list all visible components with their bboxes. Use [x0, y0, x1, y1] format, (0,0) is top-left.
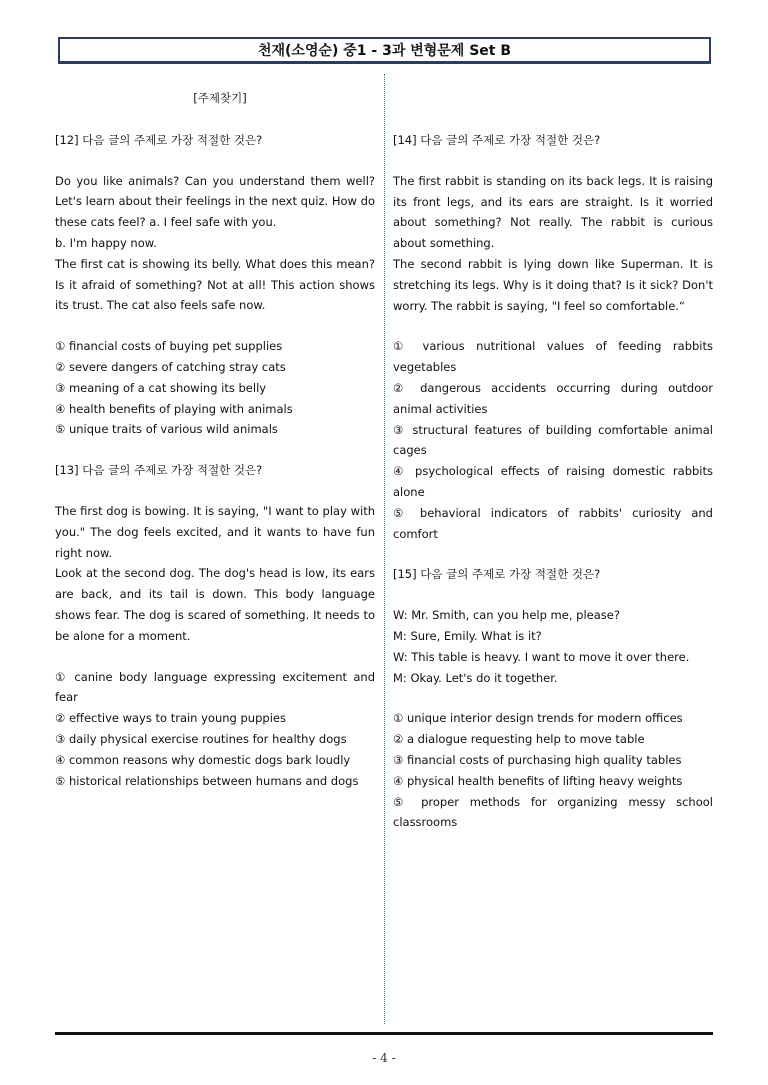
answer-option: ③ structural features of building comfortable animal cages: [393, 422, 713, 458]
answer-option: ② dangerous accidents occurring during outdoor animal activities: [393, 380, 713, 416]
passage-paragraph: The first rabbit is standing on its back legs. It is raising its front legs, and its ears are straight. Is it worried about something? Not really. The rabbit is curious about something.: [393, 173, 713, 251]
answer-option: ④ physical health benefits of lifting heavy weights: [393, 773, 683, 788]
question-14-options: [393, 336, 713, 544]
passage-paragraph: Look at the second dog. The dog's head is low, its ears are back, and its tail is down. This body language shows fear. The dog is scared of something. It needs to be alone for a moment.: [55, 566, 375, 643]
passage-paragraph: The second rabbit is lying down like Superman. It is stretching its legs. Why is it doing that? Is it sick? Don't worry. The rabbit is saying, "I feel so comfortable.“: [393, 256, 713, 313]
question-13-prompt: [13] 다음 글의 주제로 가장 적절한 것은?: [55, 463, 263, 478]
page-title: 천재(소영순) 중1 - 3과 변형문제 Set B: [58, 37, 711, 64]
question-13-options: [55, 667, 375, 792]
page-number: - 4 -: [372, 1051, 396, 1065]
answer-option: ⑤ historical relationships between humans and dogs: [55, 773, 359, 788]
answer-option: ④ health benefits of playing with animals: [55, 401, 293, 416]
answer-option: ② effective ways to train young puppies: [55, 711, 286, 726]
question-12-prompt: [12] 다음 글의 주제로 가장 적절한 것은?: [55, 132, 263, 147]
dialogue-line: M: Okay. Let's do it together.: [393, 670, 558, 685]
passage-paragraph: b. I'm happy now.: [55, 235, 157, 250]
right-column: [393, 130, 713, 853]
question-15-options: [393, 708, 713, 833]
question-13-passage: [55, 501, 375, 647]
answer-option: ⑤ proper methods for organizing messy school classrooms: [393, 794, 713, 830]
footer-rule: [55, 1032, 713, 1035]
answer-option: ④ psychological effects of raising domestic rabbits alone: [393, 464, 713, 499]
answer-option: ⑤ behavioral indicators of rabbits' curiosity and comfort: [393, 505, 713, 541]
answer-option: ③ financial costs of purchasing high quality tables: [393, 752, 682, 767]
left-column: [55, 88, 375, 811]
dialogue-line: W: This table is heavy. I want to move it over there.: [393, 649, 690, 664]
question-12-passage: [55, 171, 375, 317]
answer-option: ④ common reasons why domestic dogs bark loudly: [55, 752, 351, 767]
column-divider: [384, 74, 385, 1024]
answer-option: ① canine body language expressing excitement and fear: [55, 669, 375, 705]
answer-option: ⑤ unique traits of various wild animals: [55, 422, 278, 437]
section-label: [주제찾기]: [193, 91, 247, 105]
answer-option: ② a dialogue requesting help to move table: [393, 732, 645, 747]
passage-paragraph: Do you like animals? Can you understand them well? Let's learn about their feelings in the next quiz. How do these cats feel? a. I feel safe with you.: [55, 173, 375, 230]
question-14-prompt: [14] 다음 글의 주제로 가장 적절한 것은?: [393, 133, 601, 147]
question-14-passage: [393, 171, 713, 317]
question-12-options: [55, 336, 375, 440]
answer-option: ③ meaning of a cat showing its belly: [55, 380, 267, 395]
answer-option: ① unique interior design trends for modern offices: [393, 711, 683, 726]
answer-option: ③ daily physical exercise routines for healthy dogs: [55, 731, 347, 746]
passage-paragraph: The first cat is showing its belly. What does this mean? Is it afraid of something? Not at all! This action shows its trust. The cat also feels safe now.: [55, 256, 375, 313]
passage-paragraph: The first dog is bowing. It is saying, "I want to play with you." The dog feels excited, and it wants to have fun right now.: [55, 503, 375, 560]
question-15-prompt: [15] 다음 글의 주제로 가장 적절한 것은?: [393, 567, 601, 582]
answer-option: ① financial costs of buying pet supplies: [55, 339, 283, 354]
answer-option: ② severe dangers of catching stray cats: [55, 359, 286, 374]
dialogue-line: M: Sure, Emily. What is it?: [393, 628, 542, 643]
question-15-passage: [393, 605, 713, 688]
dialogue-line: W: Mr. Smith, can you help me, please?: [393, 608, 620, 623]
answer-option: ① various nutritional values of feeding rabbits vegetables: [393, 339, 713, 375]
